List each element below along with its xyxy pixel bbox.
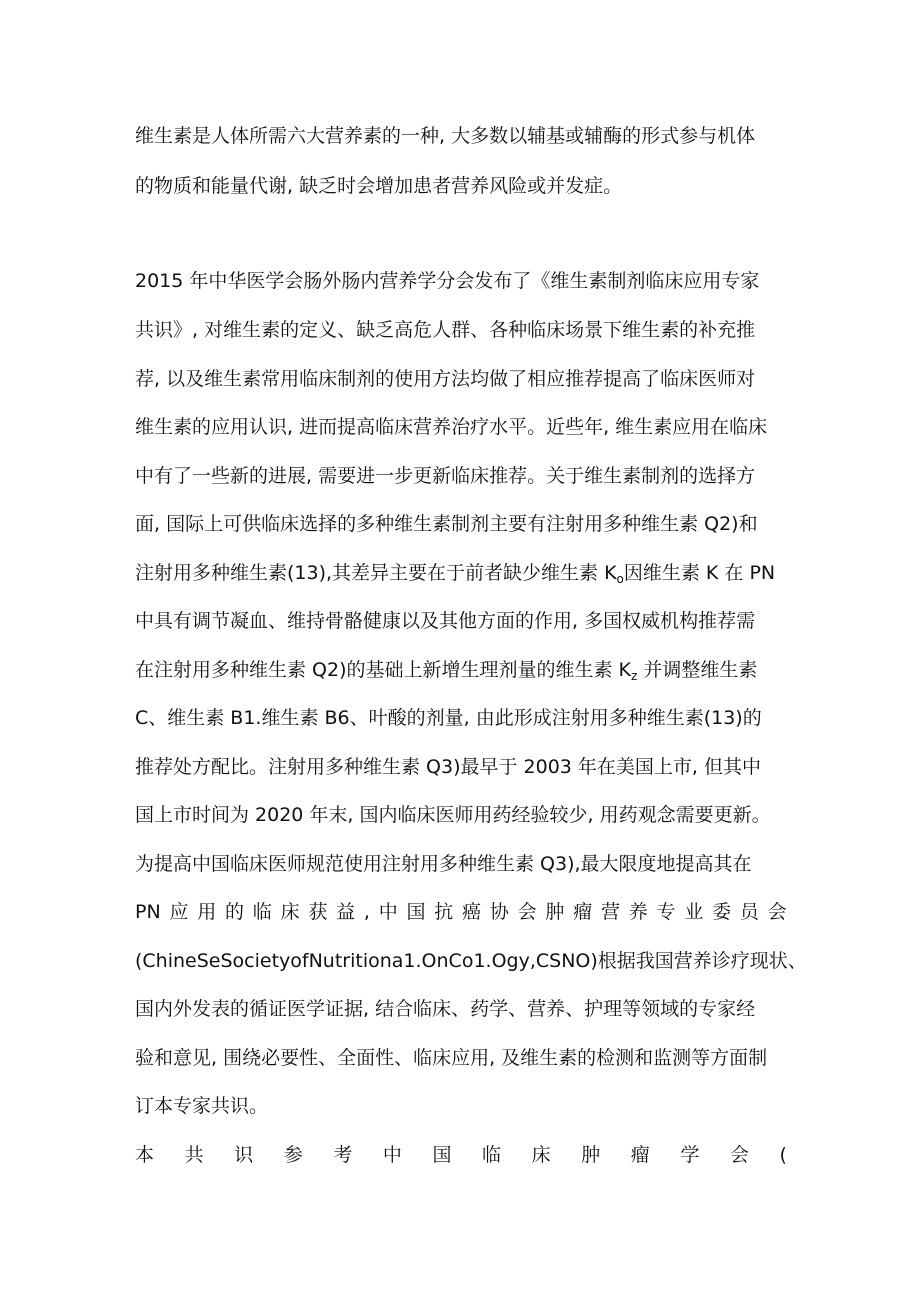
paragraph-2-line-9 xyxy=(135,657,795,689)
line-14-char-7: 益 xyxy=(336,901,356,923)
line-14-char-6: 获 xyxy=(308,901,328,923)
line-14-char-10: 国 xyxy=(406,901,426,923)
para-3-line-1-char-2: 识 xyxy=(234,1144,254,1166)
paragraph-2-line-15: (ChineSeSocietyofNutritiona1.OnCo1.Ogy,CSNO)根据我国营养诊疗现状、 xyxy=(135,950,807,972)
line-14-char-18: 养 xyxy=(628,901,648,923)
line-14-char-14: 会 xyxy=(517,901,537,923)
para-3-line-1-char-13: ( xyxy=(779,1144,787,1166)
para-3-line-1-char-4: 考 xyxy=(333,1144,353,1166)
paragraph-1-line-2: 的物质和能量代谢, 缺乏时会增加患者营养风险或并发症。 xyxy=(135,175,623,197)
line-14-char-15: 肿 xyxy=(545,901,565,923)
paragraph-2-line-13: 为提高中国临床医师规范使用注射用多种维生素 Q3),最大限度地提高其在 xyxy=(135,853,752,875)
line-14-char-2: 用 xyxy=(197,901,217,923)
line-14-char-11: 抗 xyxy=(434,901,454,923)
paragraph-3-line-1 xyxy=(135,1142,787,1168)
line-14-char-23: 会 xyxy=(767,901,787,923)
line-14-char-5: 床 xyxy=(280,901,300,923)
para-3-line-1-char-10: 瘤 xyxy=(630,1144,650,1166)
para-3-line-1-char-7: 临 xyxy=(482,1144,502,1166)
para-3-line-1-char-6: 国 xyxy=(432,1144,452,1166)
line-14-char-16: 瘤 xyxy=(573,901,593,923)
line-14-char-21: 委 xyxy=(712,901,732,923)
paragraph-2-line-4: 维生素的应用认识, 进而提高临床营养治疗水平。近些年, 维生素应用在临床 xyxy=(135,416,768,438)
line-14-char-1: 应 xyxy=(169,901,189,923)
para-3-line-1-char-5: 中 xyxy=(382,1144,402,1166)
line-14-char-9: 中 xyxy=(378,901,398,923)
line-14-char-3: 的 xyxy=(225,901,245,923)
paragraph-2-line-5: 中有了一些新的进展, 需要进一步更新临床推荐。关于维生素制剂的选择方 xyxy=(135,465,756,487)
line-9-text-b: 并调整维生素 xyxy=(637,659,758,681)
paragraph-2-line-16: 国内外发表的循证医学证据, 结合临床、药学、营养、护理等领域的专家经 xyxy=(135,998,756,1020)
paragraph-1-line-1: 维生素是人体所需六大营养素的一种, 大多数以辅基或辅酶的形式参与机体 xyxy=(135,125,756,147)
line-14-char-8: , xyxy=(363,901,370,923)
paragraph-2-line-1: 2015 年中华医学会肠外肠内营养学分会发布了《维生素制剂临床应用专家 xyxy=(135,270,760,292)
para-3-line-1-char-11: 学 xyxy=(680,1144,700,1166)
paragraph-2-line-8: 中具有调节凝血、维持骨骼健康以及其他方面的作用, 多国权威机构推荐需 xyxy=(135,610,756,632)
line-14-char-12: 癌 xyxy=(462,901,482,923)
line-7-text-a: 注射用多种维生素(13),其差异主要在于前者缺少维生素 K xyxy=(135,562,617,584)
paragraph-2-line-10: C、维生素 B1.维生素 B6、叶酸的剂量, 由此形成注射用多种维生素(13)的 xyxy=(135,707,762,729)
paragraph-2-line-7 xyxy=(135,560,795,592)
line-7-text-b: 因维生素 K 在 PN xyxy=(623,562,776,584)
line-14-char-19: 专 xyxy=(656,901,676,923)
line-14-char-0: PN xyxy=(135,901,161,923)
para-3-line-1-char-1: 共 xyxy=(184,1144,204,1166)
para-3-line-1-char-0: 本 xyxy=(135,1144,155,1166)
line-14-char-17: 营 xyxy=(600,901,620,923)
para-3-line-1-char-8: 床 xyxy=(531,1144,551,1166)
line-14-char-4: 临 xyxy=(252,901,272,923)
line-9-text-a: 在注射用多种维生素 Q2)的基础上新增生理剂量的维生素 K xyxy=(135,659,631,681)
line-14-char-20: 业 xyxy=(684,901,704,923)
paragraph-2-line-17: 验和意见, 围绕必要性、全面性、临床应用, 及维生素的检测和监测等方面制 xyxy=(135,1047,768,1069)
paragraph-2-line-12: 国上市时间为 2020 年末, 国内临床医师用药经验较少, 用药观念需要更新。 xyxy=(135,804,771,826)
paragraph-2-line-14 xyxy=(135,899,787,925)
para-3-line-1-char-3: 参 xyxy=(283,1144,303,1166)
line-14-char-13: 协 xyxy=(489,901,509,923)
paragraph-2-line-18: 订本专家共识。 xyxy=(135,1095,269,1117)
paragraph-2-line-2: 共识》, 对维生素的定义、缺乏高危人群、各种临床场景下维生素的补充推 xyxy=(135,319,756,341)
subscript-z: z xyxy=(631,669,638,683)
paragraph-2-line-3: 荐, 以及维生素常用临床制剂的使用方法均做了相应推荐提高了临床医师对 xyxy=(135,368,756,390)
paragraph-2-line-11: 推荐处方配比。注射用多种维生素 Q3)最早于 2003 年在美国上市, 但其中 xyxy=(135,756,762,778)
para-3-line-1-char-9: 肿 xyxy=(581,1144,601,1166)
paragraph-2-line-6: 面, 国际上可供临床选择的多种维生素制剂主要有注射用多种维生素 Q2)和 xyxy=(135,513,758,535)
subscript-o: o xyxy=(616,572,624,586)
line-14-char-22: 员 xyxy=(739,901,759,923)
para-3-line-1-char-12: 会 xyxy=(729,1144,749,1166)
